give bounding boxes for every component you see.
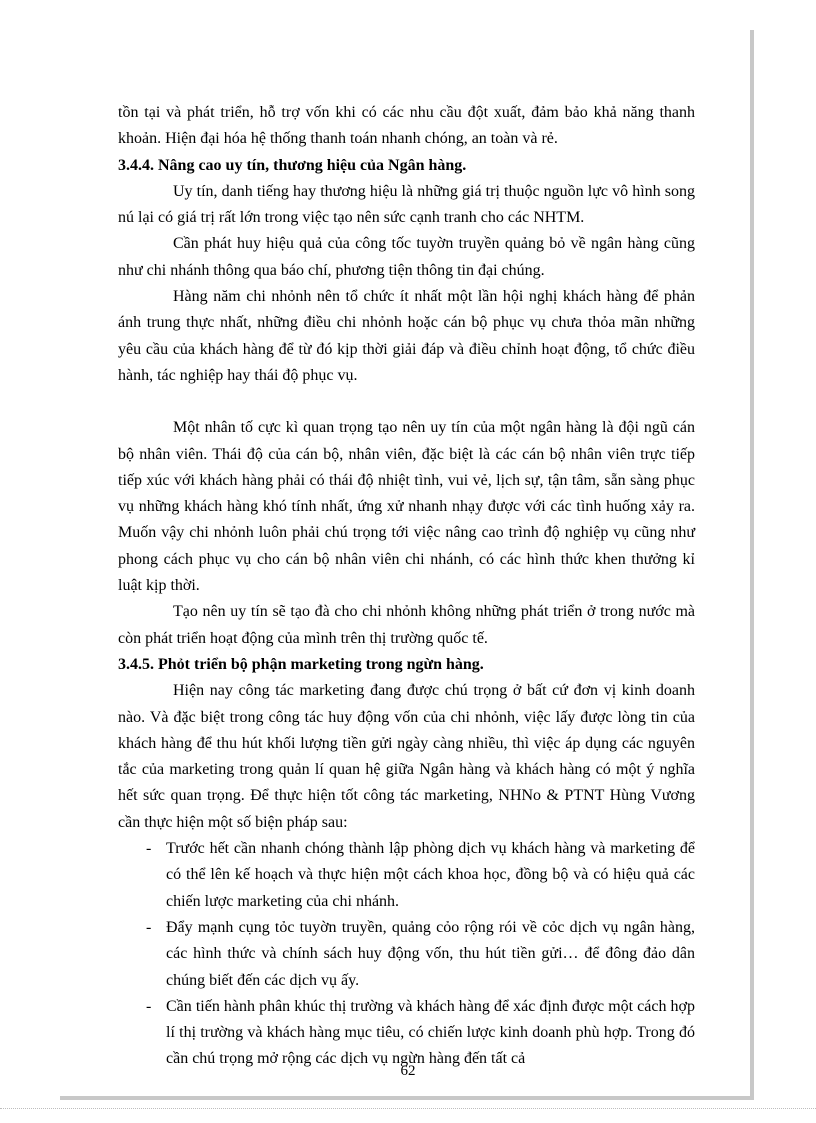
dash-bullet: -	[146, 997, 152, 1015]
list-item	[118, 836, 695, 915]
paragraph: Uy tín, danh tiếng hay thương hiệu là những giá trị thuộc nguồn lực vô hình song nú lại có giá trị rất lớn trong việc tạo nên sức cạnh tranh cho các NHTM.	[118, 182, 695, 227]
paragraph-continuation: tồn tại và phát triển, hỗ trợ vốn khi có các nhu cầu đột xuất, đảm bảo khả năng thanh khoản. Hiện đại hóa hệ thống thanh toán nhanh chóng, an toàn và rẻ.	[118, 104, 695, 148]
paragraph: Hàng năm chi nhỏnh nên tổ chức ít nhất một lần hội nghị khách hàng để phản ánh trung thực nhất, những điều chi nhỏnh hoặc cán bộ phục vụ chưa thỏa mãn những yêu cầu của khách hàng để từ đó kịp thời giải đáp và điều chỉnh hoạt động, tổ chức điều hành, tác nghiệp hay thái độ phục vụ.	[118, 288, 695, 384]
measures-list	[118, 836, 695, 1073]
page-number: 62	[400, 1063, 416, 1079]
paragraph: Hiện nay công tác marketing đang được chú trọng ở bất cứ đơn vị kinh doanh nào. Và đặc biệt trong công tác huy động vốn của chi nhỏnh, việc lấy được lòng tin của khách hàng để thu hút khối lượng tiền gửi ngày càng nhiều, thì việc áp dụng các nguyên tắc của marketing trong quản lí quan hệ giữa Ngân hàng và khách hàng có một ý nghĩa hết sức quan trọng. Để thực hiện tốt công tác marketing, NHNo & PTNT Hùng Vương cần thực hiện một số biện pháp sau:	[118, 682, 695, 831]
list-item-text: Trước hết cần nhanh chóng thành lập phòng dịch vụ khách hàng và marketing để có thể lên kế hoạch và thực hiện một cách khoa học, đồng bộ và có hiệu quả các chiến lược marketing của chi nhánh.	[166, 840, 695, 910]
document-body	[118, 100, 695, 1073]
paragraph: Cần phát huy hiệu quả của công tốc tuyờn truyền quảng bỏ về ngân hàng cũng như chi nhánh thông qua báo chí, phương tiện thông tin đại chúng.	[118, 235, 695, 279]
list-item-text: Cần tiến hành phân khúc thị trường và khách hàng để xác định được một cách hợp lí thị trường và khách hàng mục tiêu, có chiến lược kinh doanh phù hợp. Trong đó cần chú trọng mở rộng các dịch vụ ngừn hàng đến tất cả	[166, 997, 695, 1068]
blank-line	[118, 389, 695, 415]
list-item	[118, 915, 695, 994]
section-heading-3-4-4: 3.4.4. Nâng cao uy tín, thương hiệu của Ngân hàng.	[118, 156, 467, 174]
dash-bullet: -	[146, 840, 152, 858]
paragraph: Tạo nên uy tín sẽ tạo đà cho chi nhỏnh không những phát triển ở trong nước mà còn phát triển hoạt động của mình trên thị trường quốc tế.	[118, 603, 695, 647]
section-heading-3-4-5: 3.4.5. Phỏt triển bộ phận marketing trong ngừn hàng.	[118, 655, 484, 673]
paragraph: Một nhân tố cực kì quan trọng tạo nên uy tín của một ngân hàng là đội ngũ cán bộ nhân viên. Thái độ của cán bộ, nhân viên, đặc biệt là các cán bộ nhân viên trực tiếp tiếp xúc với khách hàng phải có thái độ nhiệt tình, vui vẻ, lịch sự, tận tâm, sẵn sàng phục vụ những khách hàng khó tính nhất, ứng xử nhanh nhạy được với các tình huống xảy ra. Muốn vậy chi nhỏnh luôn phải chú trọng tới việc nâng cao trình độ nghiệp vụ cũng như phong cách phục vụ cho cán bộ nhân viên chi nhánh, có các hình thức khen thưởng kỉ luật kịp thời.	[118, 419, 695, 595]
page-bottom-divider	[0, 1108, 816, 1109]
list-item	[118, 994, 695, 1073]
list-item-text: Đẩy mạnh cụng tỏc tuyờn truyền, quảng cỏo rộng rói về cỏc dịch vụ ngân hàng, các hình thức và chính sách huy động vốn, thu hút tiền gửi… để đông đảo dân chúng biết đến các dịch vụ ấy.	[166, 918, 695, 989]
dash-bullet: -	[146, 918, 152, 936]
